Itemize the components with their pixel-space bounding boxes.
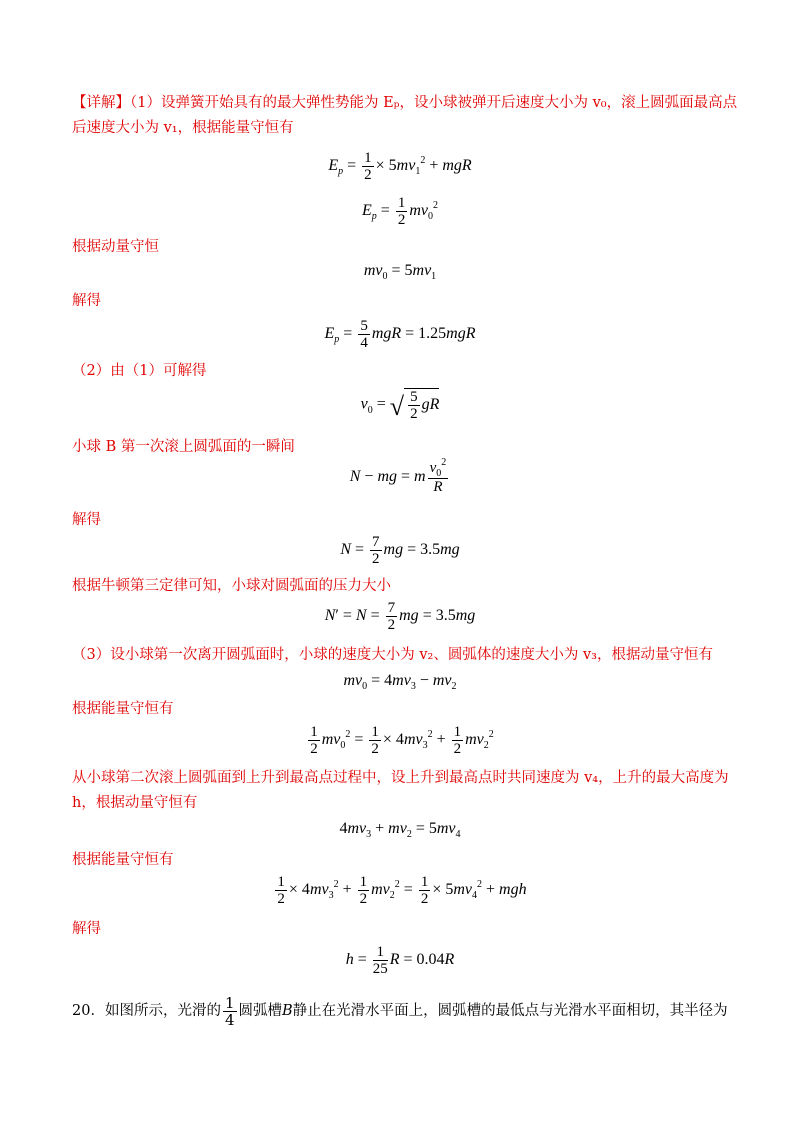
problem-text-c: 静止在光滑水平面上，圆弧槽的最低点与光滑水平面相切，其半径为 (292, 1003, 728, 1019)
arc-label-b: B (282, 1003, 293, 1019)
problem-number: 20． (72, 1003, 105, 1019)
equation-1: $E_p$ = $\frac{1}{2}$ × $5mv_1^2$ + mgR (328, 150, 472, 183)
label-solve-1: 解得 (72, 293, 101, 309)
part1-text-line1: （1）设弹簧开始具有的最大弹性势能为 Eₚ，设小球被弹开后速度大小为 v₀，滚上圆弧面最高点 (130, 95, 738, 111)
label-energy-1: 根据能量守恒有 (72, 701, 174, 717)
label-momentum: 根据动量守恒 (72, 239, 159, 255)
equation-12: $\frac{1}{2}$ × $4mv_3^2$ + $\frac{1}{2}$ $mv_2^2$ = $\frac{1}{2}$ × $5mv_4^2$ + mgh (277, 874, 527, 907)
problem-text-b: 圆弧槽 (238, 1003, 282, 1019)
equation-13: h = $\frac{1}{25}$ R = 0.04R (345, 944, 455, 977)
label-second-line2: h，根据动量守恒有 (72, 795, 198, 811)
detail-label: 【详解】 (72, 95, 130, 111)
solution-intro-line2: 后速度大小为 v₁，根据能量守恒有 (72, 120, 294, 136)
equation-10: $\frac{1}{2}$ $mv_0^2$ = $\frac{1}{2}$ × $4mv_3^2$ + $\frac{1}{2}$ $mv_2^2$ (310, 724, 494, 757)
equation-11: $4mv_3 + mv_2 = 5mv_4$ (339, 820, 461, 840)
equation-3: $mv_0 = 5mv_1$ (363, 262, 437, 282)
equation-8: N′ = N = $\frac{7}{2}$ mg = 3.5mg (324, 600, 476, 633)
problem-text-a: 如图所示，光滑的 (104, 1003, 221, 1019)
equation-6: N − mg = m $\frac{v_0^2}{R}$ (349, 457, 447, 495)
label-solve-3: 解得 (72, 921, 101, 937)
label-part3: （3）设小球第一次离开圆弧面时，小球的速度大小为 v₂、圆弧体的速度大小为 v₃，根据动量守恒有 (72, 647, 713, 663)
label-part2: （2）由（1）可解得 (72, 363, 207, 379)
label-second-line1: 从小球第二次滚上圆弧面到上升到最高点过程中，设上升到最高点时共同速度为 v₄，上升的最大高度为 (72, 770, 729, 786)
problem-20 (72, 994, 728, 1028)
label-newton: 根据牛顿第三定律可知，小球对圆弧面的压力大小 (72, 578, 391, 594)
equation-4: $E_p$ = $\frac{5}{4}$ mgR = 1.25mgR (324, 318, 476, 351)
label-solve-2: 解得 (72, 512, 101, 528)
label-energy-2: 根据能量守恒有 (72, 852, 174, 868)
quarter-fraction: $\frac{1}{4}$ (224, 993, 235, 1029)
equation-2: $E_p$ = $\frac{1}{2}$ $mv_0^2$ (362, 195, 438, 228)
equation-7: N = $\frac{7}{2}$ mg = 3.5mg (340, 534, 460, 567)
solution-intro-line1 (72, 92, 737, 114)
label-ball-first: 小球 B 第一次滚上圆弧面的一瞬间 (72, 439, 295, 455)
equation-5: $v_0$ = √ $\frac{5}{2}$ gR (360, 389, 440, 422)
equation-9: $mv_0 = 4mv_3 - mv_2$ (343, 672, 457, 692)
